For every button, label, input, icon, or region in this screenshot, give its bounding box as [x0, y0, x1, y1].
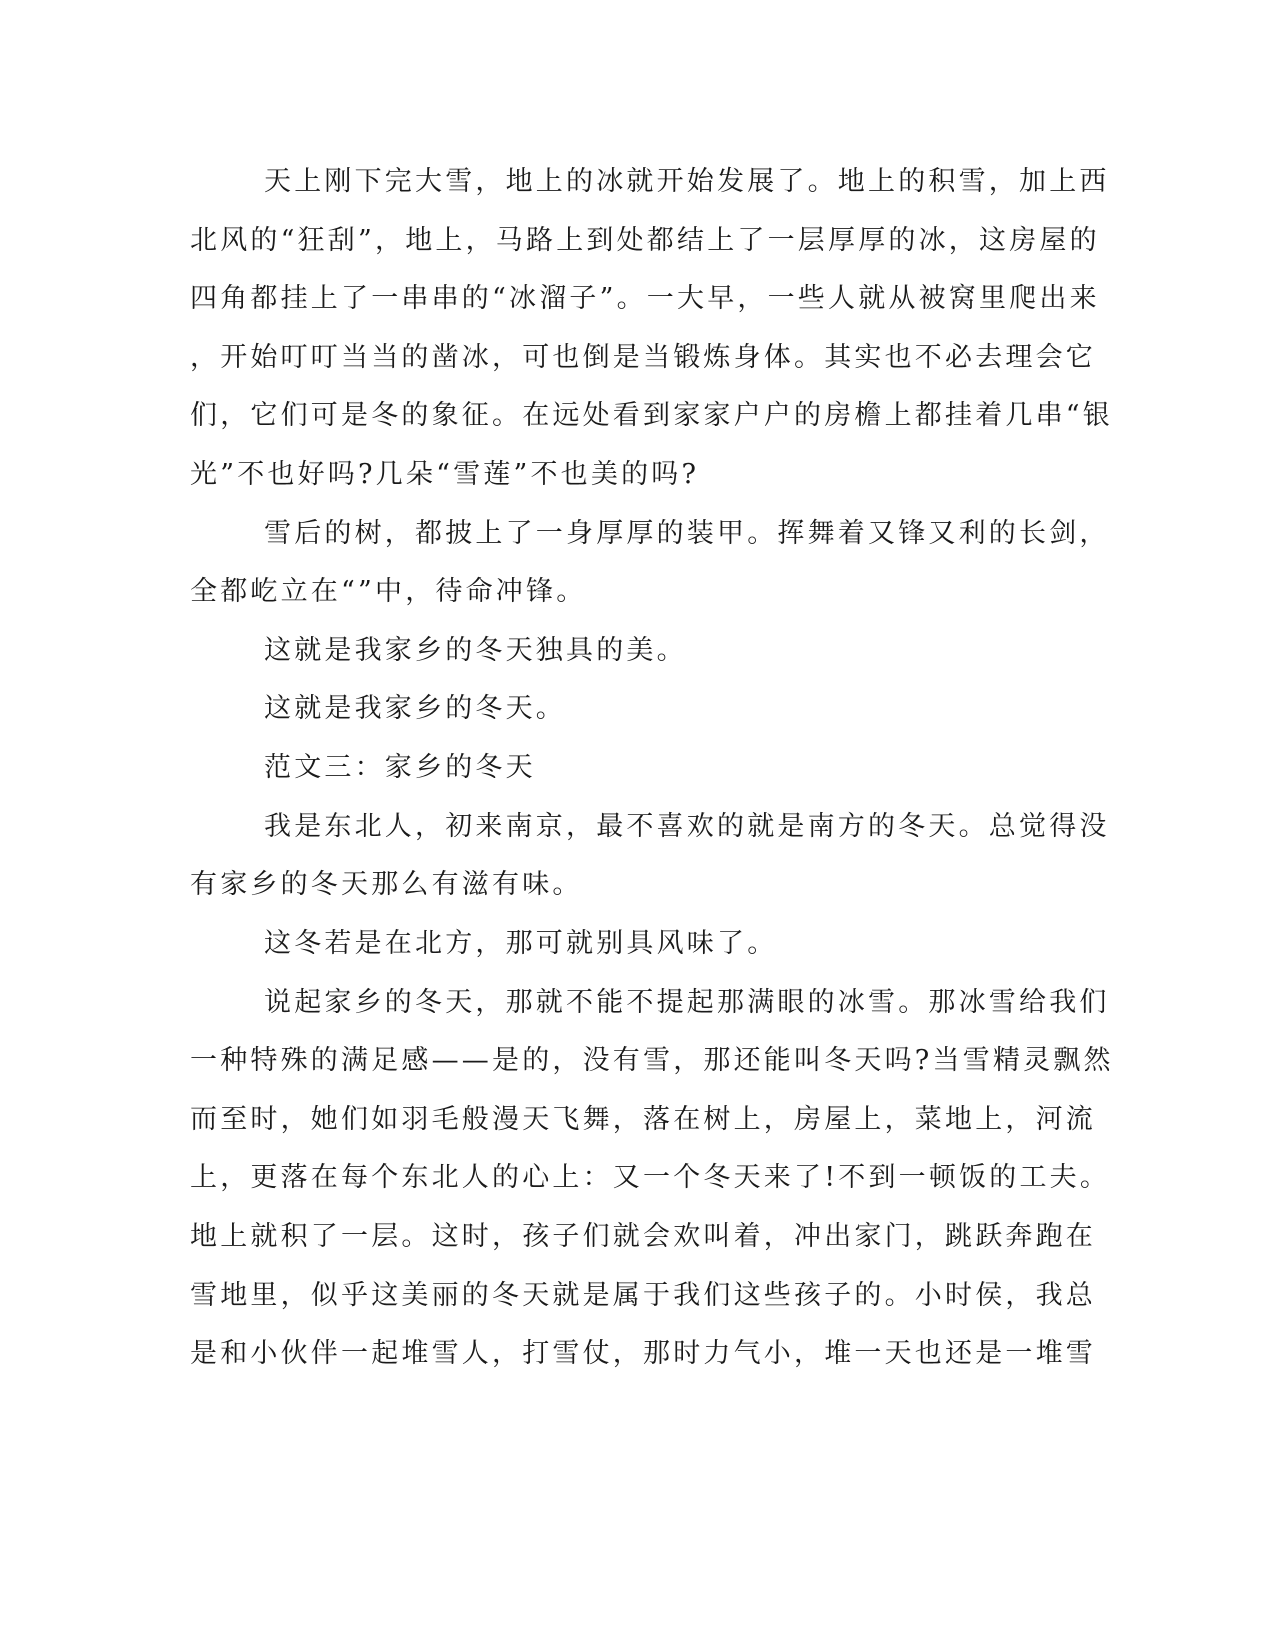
text-line: 光”不也好吗?几朵“雪莲”不也美的吗?	[190, 459, 700, 490]
text-line: 一种特殊的满足感——是的，没有雪，那还能叫冬天吗?当雪精灵飘然	[190, 1045, 1114, 1076]
text-line: 这冬若是在北方，那可就别具风味了。	[264, 928, 778, 959]
text-line: 而至时，她们如羽毛般漫天飞舞，落在树上，房屋上，菜地上，河流	[190, 1104, 1096, 1135]
text-line: 们，它们可是冬的象征。在远处看到家家户户的房檐上都挂着几串“银	[190, 400, 1114, 431]
text-line: 是和小伙伴一起堆雪人，打雪仗，那时力气小，堆一天也还是一堆雪	[190, 1338, 1096, 1369]
text-line: ，开始叮叮当当的凿冰，可也倒是当锻炼身体。其实也不必去理会它	[190, 342, 1096, 373]
text-line: 这就是我家乡的冬天。	[264, 693, 566, 724]
text-line: 北风的“狂刮”，地上，马路上到处都结上了一层厚厚的冰，这房屋的	[190, 225, 1100, 256]
text-line: 雪后的树，都披上了一身厚厚的装甲。挥舞着又锋又利的长剑，	[264, 518, 1110, 549]
section-heading: 范文三：家乡的冬天	[264, 752, 536, 783]
text-line: 说起家乡的冬天，那就不能不提起那满眼的冰雪。那冰雪给我们	[264, 987, 1110, 1018]
text-line: 雪地里，似乎这美丽的冬天就是属于我们这些孩子的。小时侯，我总	[190, 1280, 1096, 1311]
text-line: 上，更落在每个东北人的心上：又一个冬天来了!不到一顿饭的工夫。	[190, 1162, 1111, 1193]
text-line: 四角都挂上了一串串的“冰溜子”。一大早，一些人就从被窝里爬出来	[190, 283, 1100, 314]
text-line: 全都屹立在“”中，待命冲锋。	[190, 576, 587, 607]
text-line: 这就是我家乡的冬天独具的美。	[264, 635, 687, 666]
text-line: 天上刚下完大雪，地上的冰就开始发展了。地上的积雪，加上西	[264, 166, 1110, 197]
text-line: 有家乡的冬天那么有滋有味。	[190, 869, 583, 900]
text-line: 我是东北人，初来南京，最不喜欢的就是南方的冬天。总觉得没	[264, 811, 1110, 842]
text-line: 地上就积了一层。这时，孩子们就会欢叫着，冲出家门，跳跃奔跑在	[190, 1221, 1096, 1252]
